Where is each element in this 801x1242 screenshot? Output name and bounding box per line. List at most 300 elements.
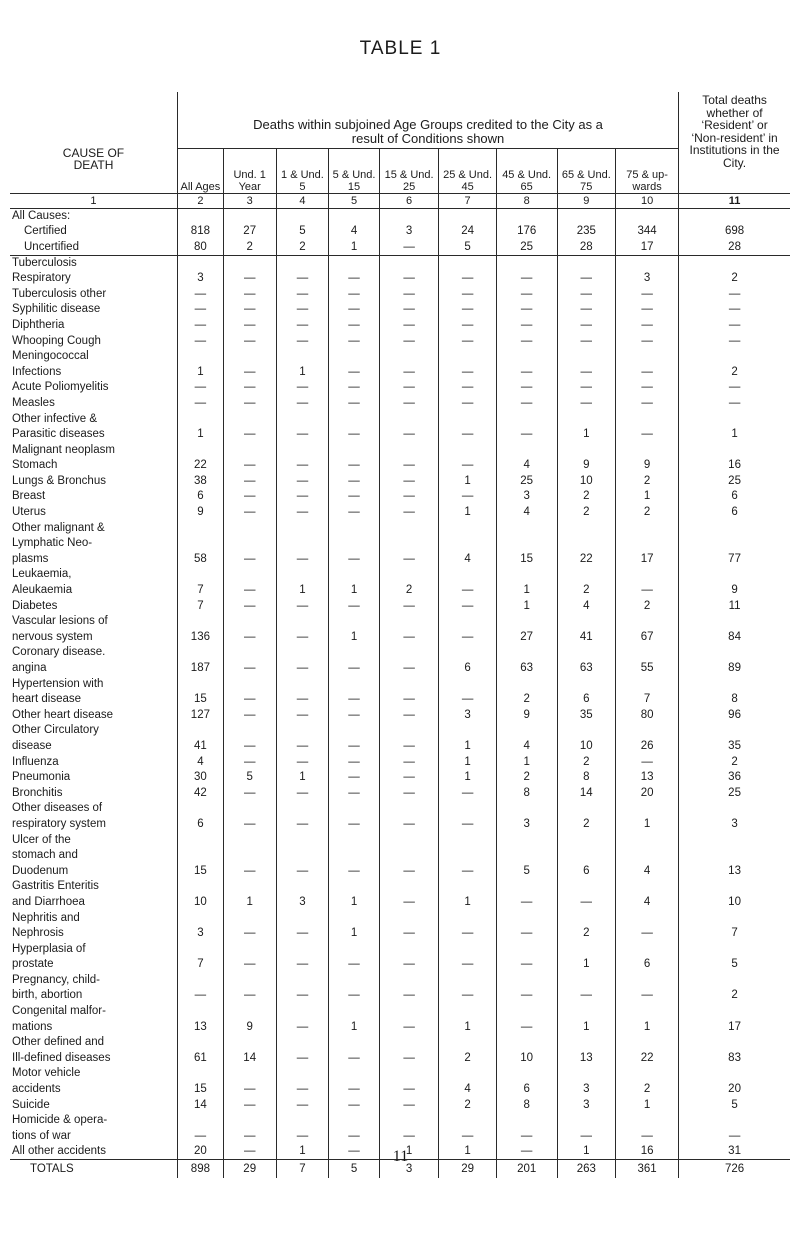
table-cell: 5 bbox=[679, 1097, 790, 1113]
table-cell: — bbox=[329, 708, 379, 724]
table-cell: — bbox=[616, 333, 679, 349]
table-cell: 3 bbox=[679, 817, 790, 833]
table-cell bbox=[616, 1035, 679, 1051]
cause-label: Infections bbox=[12, 365, 62, 378]
table-row bbox=[10, 583, 790, 599]
table-cell bbox=[679, 1066, 790, 1082]
table-cell: 8 bbox=[679, 692, 790, 708]
table-cell bbox=[177, 1066, 223, 1082]
cause-label: Tuberculosis bbox=[12, 256, 77, 269]
table-cell bbox=[616, 645, 679, 661]
age-header: 65 & Und. 75 bbox=[557, 149, 615, 194]
table-cell bbox=[557, 910, 615, 926]
column-number: 1 bbox=[90, 195, 97, 207]
table-cell bbox=[496, 973, 557, 989]
table-cell: — bbox=[329, 739, 379, 755]
table-cell: 6 bbox=[177, 817, 223, 833]
cause-label: Syphilitic disease bbox=[12, 303, 101, 316]
table-cell bbox=[223, 209, 276, 225]
table-cell: 5 bbox=[223, 770, 276, 786]
table-cell: — bbox=[223, 583, 276, 599]
table-cell: 1 bbox=[439, 474, 496, 490]
table-cell: — bbox=[616, 754, 679, 770]
table-cell: — bbox=[223, 474, 276, 490]
table-row bbox=[10, 941, 790, 957]
table-cell bbox=[557, 1066, 615, 1082]
age-header: 45 & Und. 65 bbox=[496, 149, 557, 194]
table-cell: 176 bbox=[496, 224, 557, 240]
table-cell: — bbox=[329, 505, 379, 521]
cause-label: prostate bbox=[12, 958, 54, 971]
table-cell: — bbox=[379, 785, 439, 801]
table-cell: — bbox=[177, 1129, 223, 1145]
table-cell: 35 bbox=[679, 739, 790, 755]
table-cell bbox=[439, 411, 496, 427]
table-cell: 38 bbox=[177, 474, 223, 490]
cause-label: stomach and bbox=[12, 849, 78, 862]
table-cell bbox=[557, 1004, 615, 1020]
cause-label: Other infective & bbox=[12, 412, 98, 425]
table-cell bbox=[379, 209, 439, 225]
table-cell: — bbox=[496, 1144, 557, 1160]
table-cell bbox=[223, 520, 276, 536]
table-cell: — bbox=[557, 396, 615, 412]
table-cell: 63 bbox=[557, 661, 615, 677]
table-cell bbox=[557, 1035, 615, 1051]
table-row bbox=[10, 723, 790, 739]
table-cell: 1 bbox=[616, 1097, 679, 1113]
table-cell bbox=[276, 910, 329, 926]
cause-label: Other heart disease bbox=[12, 708, 114, 721]
table-cell: 2 bbox=[679, 988, 790, 1004]
table-cell: 4 bbox=[496, 505, 557, 521]
table-cell: 41 bbox=[557, 630, 615, 646]
table-cell: 17 bbox=[616, 240, 679, 256]
cause-label: heart disease bbox=[12, 693, 82, 706]
column-number: 11 bbox=[679, 194, 790, 209]
table-cell: — bbox=[379, 489, 439, 505]
table-cell: 1 bbox=[679, 427, 790, 443]
table-cell bbox=[379, 411, 439, 427]
table-row bbox=[10, 988, 790, 1004]
table-cell: 17 bbox=[679, 1019, 790, 1035]
table-cell bbox=[329, 848, 379, 864]
table-cell: 27 bbox=[496, 630, 557, 646]
table-cell: — bbox=[276, 1019, 329, 1035]
table-cell: 10 bbox=[496, 1051, 557, 1067]
table-cell bbox=[329, 536, 379, 552]
table-cell: — bbox=[276, 739, 329, 755]
table-cell: 15 bbox=[177, 692, 223, 708]
table-row bbox=[10, 380, 790, 396]
table-row bbox=[10, 318, 790, 334]
table-cell: — bbox=[379, 380, 439, 396]
cause-label: Whooping Cough bbox=[12, 334, 101, 347]
table-row bbox=[10, 240, 790, 256]
table-cell bbox=[679, 567, 790, 583]
table-row bbox=[10, 1035, 790, 1051]
table-cell: — bbox=[439, 692, 496, 708]
table-cell bbox=[496, 411, 557, 427]
table-cell: — bbox=[496, 318, 557, 334]
table-cell bbox=[616, 832, 679, 848]
table-cell bbox=[496, 520, 557, 536]
table-cell bbox=[679, 676, 790, 692]
table-cell: 10 bbox=[557, 474, 615, 490]
table-cell: 1 bbox=[276, 770, 329, 786]
table-cell: 1 bbox=[557, 1144, 615, 1160]
table-cell: 13 bbox=[679, 863, 790, 879]
table-cell: — bbox=[379, 333, 439, 349]
table-cell: 2 bbox=[439, 1097, 496, 1113]
table-cell bbox=[177, 676, 223, 692]
table-cell: 1 bbox=[439, 754, 496, 770]
table-cell bbox=[329, 1035, 379, 1051]
table-cell: — bbox=[177, 302, 223, 318]
table-row bbox=[10, 411, 790, 427]
table-cell bbox=[439, 676, 496, 692]
table-cell: — bbox=[329, 333, 379, 349]
table-cell bbox=[496, 848, 557, 864]
table-cell bbox=[223, 676, 276, 692]
table-cell bbox=[379, 1035, 439, 1051]
table-cell: — bbox=[439, 302, 496, 318]
cause-label: Vascular lesions of bbox=[12, 615, 108, 628]
table-cell bbox=[329, 801, 379, 817]
table-cell: 20 bbox=[679, 1082, 790, 1098]
age-header: 25 & Und. 45 bbox=[439, 149, 496, 194]
table-cell: — bbox=[439, 630, 496, 646]
table-cell: 6 bbox=[439, 661, 496, 677]
cause-label: Leukaemia, bbox=[12, 568, 72, 581]
table-cell bbox=[329, 442, 379, 458]
table-cell bbox=[616, 1004, 679, 1020]
table-cell: — bbox=[276, 863, 329, 879]
table-cell bbox=[177, 645, 223, 661]
column-number: 8 bbox=[496, 194, 557, 209]
table-cell: 1 bbox=[223, 895, 276, 911]
table-cell bbox=[616, 614, 679, 630]
table-cell: — bbox=[329, 1082, 379, 1098]
table-cell: — bbox=[557, 318, 615, 334]
cause-label: Other Circulatory bbox=[12, 724, 99, 737]
table-cell bbox=[496, 536, 557, 552]
table-cell bbox=[276, 1066, 329, 1082]
table-cell: — bbox=[329, 364, 379, 380]
table-cell: — bbox=[329, 1144, 379, 1160]
table-cell bbox=[439, 442, 496, 458]
table-cell bbox=[177, 910, 223, 926]
table-cell: — bbox=[379, 286, 439, 302]
table-cell: 1 bbox=[439, 1144, 496, 1160]
table-cell: — bbox=[557, 271, 615, 287]
table-cell bbox=[276, 520, 329, 536]
table-cell bbox=[679, 614, 790, 630]
table-cell bbox=[276, 832, 329, 848]
table-cell: 2 bbox=[557, 817, 615, 833]
table-cell bbox=[379, 645, 439, 661]
table-cell bbox=[276, 1035, 329, 1051]
table-cell bbox=[616, 411, 679, 427]
table-cell bbox=[557, 411, 615, 427]
table-cell: — bbox=[496, 1019, 557, 1035]
cause-label: Measles bbox=[12, 396, 55, 409]
table-cell: 187 bbox=[177, 661, 223, 677]
cause-label: Malignant neoplasm bbox=[12, 443, 115, 456]
cause-label: nervous system bbox=[12, 630, 93, 643]
cause-label: Influenza bbox=[12, 755, 59, 768]
table-cell: 26 bbox=[616, 739, 679, 755]
table-cell bbox=[276, 645, 329, 661]
table-cell bbox=[223, 1004, 276, 1020]
table-cell bbox=[679, 536, 790, 552]
table-cell bbox=[557, 536, 615, 552]
table-cell: — bbox=[329, 770, 379, 786]
table-cell: 7 bbox=[177, 598, 223, 614]
table-cell: — bbox=[557, 333, 615, 349]
table-cell bbox=[379, 879, 439, 895]
table-cell bbox=[276, 941, 329, 957]
table-cell: — bbox=[439, 957, 496, 973]
table-cell: 9 bbox=[496, 708, 557, 724]
totals-value: 29 bbox=[223, 1160, 276, 1179]
table-cell: — bbox=[223, 1097, 276, 1113]
totals-value: 7 bbox=[276, 1160, 329, 1179]
table-cell bbox=[496, 879, 557, 895]
table-row bbox=[10, 333, 790, 349]
table-cell bbox=[679, 349, 790, 365]
table-cell: — bbox=[276, 785, 329, 801]
table-cell: — bbox=[679, 1129, 790, 1145]
table-cell: — bbox=[439, 318, 496, 334]
table-cell bbox=[439, 255, 496, 271]
table-cell: — bbox=[276, 926, 329, 942]
table-cell: — bbox=[379, 302, 439, 318]
table-cell: — bbox=[276, 489, 329, 505]
column-number: 4 bbox=[276, 194, 329, 209]
table-cell bbox=[557, 645, 615, 661]
table-cell: — bbox=[223, 318, 276, 334]
table-row bbox=[10, 770, 790, 786]
table-cell: 20 bbox=[616, 785, 679, 801]
table-cell: — bbox=[379, 692, 439, 708]
table-cell: — bbox=[223, 661, 276, 677]
table-cell bbox=[177, 614, 223, 630]
table-cell bbox=[379, 1066, 439, 1082]
table-cell bbox=[439, 536, 496, 552]
table-cell: — bbox=[223, 754, 276, 770]
table-cell bbox=[329, 520, 379, 536]
table-cell bbox=[616, 676, 679, 692]
table-row bbox=[10, 1066, 790, 1082]
table-cell bbox=[379, 941, 439, 957]
table-cell: — bbox=[223, 739, 276, 755]
table-cell: — bbox=[276, 474, 329, 490]
table-cell bbox=[496, 442, 557, 458]
cause-label: birth, abortion bbox=[12, 989, 83, 1002]
table-cell: — bbox=[379, 630, 439, 646]
table-cell bbox=[177, 723, 223, 739]
table-cell: 7 bbox=[177, 957, 223, 973]
table-cell bbox=[276, 349, 329, 365]
table-row bbox=[10, 224, 790, 240]
table-cell: 25 bbox=[679, 785, 790, 801]
table-cell: 80 bbox=[616, 708, 679, 724]
table-cell: — bbox=[379, 895, 439, 911]
table-cell: — bbox=[496, 396, 557, 412]
table-cell: 25 bbox=[496, 474, 557, 490]
table-cell: 2 bbox=[557, 489, 615, 505]
table-cell: — bbox=[439, 583, 496, 599]
table-cell: 2 bbox=[557, 583, 615, 599]
table-cell bbox=[679, 1004, 790, 1020]
table-cell: 1 bbox=[439, 739, 496, 755]
table-row bbox=[10, 848, 790, 864]
cause-label: Parasitic diseases bbox=[12, 428, 105, 441]
table-cell: — bbox=[329, 661, 379, 677]
table-cell bbox=[329, 879, 379, 895]
table-cell: 1 bbox=[616, 1019, 679, 1035]
cause-label: Motor vehicle bbox=[12, 1067, 81, 1080]
table-cell bbox=[276, 567, 329, 583]
table-cell bbox=[177, 411, 223, 427]
table-cell: 1 bbox=[276, 1144, 329, 1160]
table-cell: — bbox=[276, 458, 329, 474]
table-cell bbox=[439, 1113, 496, 1129]
table-cell bbox=[223, 832, 276, 848]
table-row bbox=[10, 630, 790, 646]
table-cell bbox=[439, 614, 496, 630]
table-cell: — bbox=[379, 1097, 439, 1113]
table-cell: — bbox=[379, 1129, 439, 1145]
table-row bbox=[10, 520, 790, 536]
table-row bbox=[10, 1082, 790, 1098]
table-cell bbox=[496, 832, 557, 848]
table-cell bbox=[223, 349, 276, 365]
table-cell bbox=[329, 1113, 379, 1129]
cause-label: Other diseases of bbox=[12, 802, 103, 815]
table-cell: — bbox=[177, 333, 223, 349]
column-number: 5 bbox=[329, 194, 379, 209]
table-cell: 2 bbox=[496, 770, 557, 786]
table-cell: 3 bbox=[557, 1082, 615, 1098]
table-cell bbox=[439, 879, 496, 895]
table-cell bbox=[223, 645, 276, 661]
table-cell bbox=[329, 1004, 379, 1020]
table-cell: 4 bbox=[329, 224, 379, 240]
table-cell: — bbox=[496, 895, 557, 911]
table-cell bbox=[496, 910, 557, 926]
table-cell: — bbox=[329, 271, 379, 287]
cause-label: respiratory system bbox=[12, 817, 106, 830]
table-row bbox=[10, 1004, 790, 1020]
table-cell: 14 bbox=[223, 1051, 276, 1067]
age-header: 75 & up-wards bbox=[616, 149, 679, 194]
table-row bbox=[10, 785, 790, 801]
table-cell: 2 bbox=[439, 1051, 496, 1067]
table-cell bbox=[177, 567, 223, 583]
table-cell bbox=[379, 1113, 439, 1129]
table-row bbox=[10, 895, 790, 911]
table-cell: — bbox=[276, 302, 329, 318]
table-cell: 3 bbox=[557, 1097, 615, 1113]
table-cell: 80 bbox=[177, 240, 223, 256]
table-cell bbox=[276, 209, 329, 225]
cause-label: accidents bbox=[12, 1083, 61, 1096]
table-cell: — bbox=[276, 271, 329, 287]
table-cell bbox=[679, 645, 790, 661]
table-cell: — bbox=[496, 302, 557, 318]
table-cell: — bbox=[223, 333, 276, 349]
table-row bbox=[10, 926, 790, 942]
cause-label: plasms bbox=[12, 552, 49, 565]
table-cell: 1 bbox=[177, 364, 223, 380]
table-cell: 36 bbox=[679, 770, 790, 786]
table-row bbox=[10, 1097, 790, 1113]
table-cell: — bbox=[616, 364, 679, 380]
table-cell: 6 bbox=[679, 489, 790, 505]
table-cell: — bbox=[177, 396, 223, 412]
table-cell bbox=[496, 567, 557, 583]
table-cell bbox=[177, 349, 223, 365]
table-cell bbox=[679, 411, 790, 427]
table-cell: — bbox=[616, 427, 679, 443]
table-cell bbox=[276, 723, 329, 739]
table-cell: — bbox=[329, 863, 379, 879]
table-cell: — bbox=[679, 396, 790, 412]
table-cell: 2 bbox=[557, 754, 615, 770]
table-cell: 2 bbox=[557, 505, 615, 521]
table-cell: 63 bbox=[496, 661, 557, 677]
cause-label: Ulcer of the bbox=[12, 833, 71, 846]
table-cell: 5 bbox=[496, 863, 557, 879]
table-cell bbox=[616, 1113, 679, 1129]
table-cell bbox=[557, 973, 615, 989]
table-row bbox=[10, 427, 790, 443]
totals-label: TOTALS bbox=[30, 1163, 74, 1176]
table-cell: 2 bbox=[379, 583, 439, 599]
table-cell bbox=[557, 442, 615, 458]
table-row bbox=[10, 536, 790, 552]
table-cell bbox=[679, 1035, 790, 1051]
table-cell bbox=[679, 832, 790, 848]
table-cell: 6 bbox=[616, 957, 679, 973]
table-cell bbox=[379, 832, 439, 848]
table-cell bbox=[679, 209, 790, 225]
table-cell: 698 bbox=[679, 224, 790, 240]
table-cell: 818 bbox=[177, 224, 223, 240]
table-cell: 1 bbox=[557, 427, 615, 443]
table-cell: 6 bbox=[496, 1082, 557, 1098]
table-cell bbox=[616, 723, 679, 739]
table-cell: — bbox=[379, 396, 439, 412]
table-cell: 3 bbox=[496, 817, 557, 833]
table-cell: 7 bbox=[177, 583, 223, 599]
table-cell bbox=[223, 567, 276, 583]
table-cell bbox=[616, 349, 679, 365]
table-cell: — bbox=[276, 380, 329, 396]
table-cell: 5 bbox=[679, 957, 790, 973]
table-cell: — bbox=[379, 505, 439, 521]
table-cell bbox=[557, 349, 615, 365]
age-header: 1 & Und. 5 bbox=[276, 149, 329, 194]
totals-value: 29 bbox=[439, 1160, 496, 1179]
table-cell: — bbox=[379, 988, 439, 1004]
table-cell bbox=[276, 801, 329, 817]
table-cell bbox=[679, 879, 790, 895]
table-cell: — bbox=[223, 552, 276, 568]
table-row bbox=[10, 676, 790, 692]
